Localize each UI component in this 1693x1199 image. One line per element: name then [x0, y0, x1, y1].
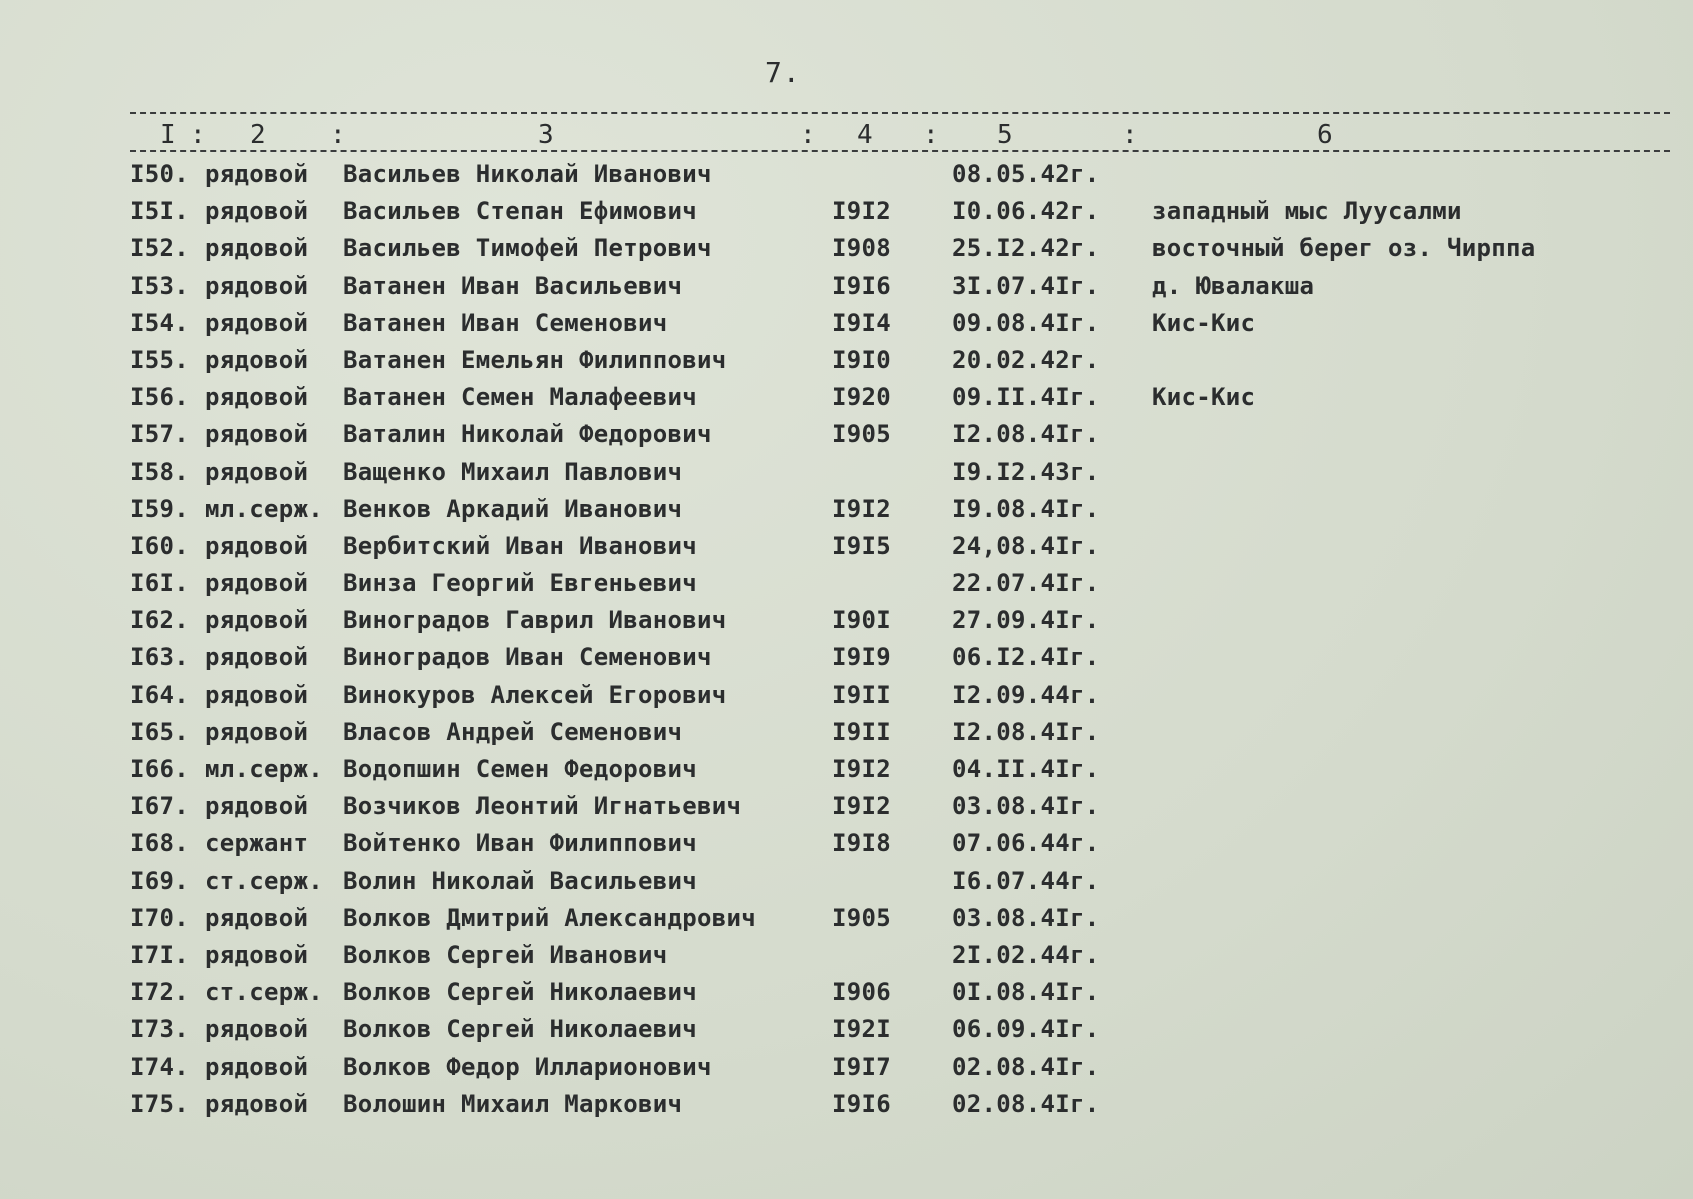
row-rank: рядовой	[205, 569, 309, 598]
row-date: 07.06.44г.	[952, 829, 1100, 858]
row-number: I75.	[130, 1089, 189, 1118]
table-header	[0, 120, 1693, 150]
row-place: Кис-Кис	[1152, 308, 1256, 337]
row-birth-year: I9I9	[832, 643, 891, 672]
row-birth-year: I9I2	[832, 197, 891, 226]
row-rank: рядовой	[205, 383, 309, 412]
row-date: 09.08.4Iг.	[952, 308, 1100, 337]
row-number: I74.	[130, 1052, 189, 1081]
row-number: I50.	[130, 160, 189, 188]
row-date: I2.08.4Iг.	[952, 420, 1100, 449]
row-name: Виноградов Иван Семенович	[343, 643, 712, 672]
table-row	[0, 751, 1693, 788]
row-rank: мл.серж.	[205, 755, 323, 783]
header-separator: :	[1122, 120, 1138, 150]
table-row	[0, 379, 1693, 416]
row-name: Ватанен Семен Малафеевич	[343, 383, 697, 412]
row-number: I60.	[130, 531, 189, 560]
row-number: I72.	[130, 978, 189, 1007]
table-row	[0, 788, 1693, 825]
row-place: Кис-Кис	[1152, 383, 1256, 412]
table-row	[0, 268, 1693, 305]
row-rank: рядовой	[205, 197, 309, 226]
table-row	[0, 602, 1693, 639]
row-rank: рядовой	[205, 420, 309, 449]
row-rank: рядовой	[205, 680, 309, 709]
row-birth-year: I905	[832, 903, 891, 932]
row-date: 20.02.42г.	[952, 345, 1100, 374]
row-birth-year: I92I	[832, 1015, 891, 1044]
row-rank: рядовой	[205, 160, 309, 188]
table-row	[0, 454, 1693, 491]
table-row	[0, 565, 1693, 602]
row-date: 09.II.4Iг.	[952, 383, 1100, 412]
row-rank: рядовой	[205, 234, 309, 263]
row-name: Васильев Тимофей Петрович	[343, 234, 712, 263]
row-date: I9.08.4Iг.	[952, 494, 1100, 523]
row-rank: рядовой	[205, 345, 309, 374]
table-row	[0, 863, 1693, 900]
row-number: I54.	[130, 308, 189, 337]
row-birth-year: I9I6	[832, 271, 891, 300]
table-row	[0, 193, 1693, 230]
row-birth-year: I906	[832, 978, 891, 1007]
table-row	[0, 677, 1693, 714]
row-date: 02.08.4Iг.	[952, 1052, 1100, 1081]
header-separator: :	[923, 120, 939, 150]
row-name: Водопшин Семен Федорович	[343, 755, 697, 783]
row-date: I2.09.44г.	[952, 680, 1100, 709]
table-row	[0, 1049, 1693, 1086]
header-col-1: I	[160, 120, 176, 150]
row-number: I59.	[130, 494, 189, 523]
row-number: I55.	[130, 345, 189, 374]
row-name: Ватанен Иван Семенович	[343, 308, 668, 337]
row-number: I73.	[130, 1015, 189, 1044]
row-number: I58.	[130, 457, 189, 486]
row-number: I52.	[130, 234, 189, 263]
header-col-3: 3	[538, 120, 554, 150]
row-name: Васильев Николай Иванович	[343, 160, 712, 188]
row-number: I63.	[130, 643, 189, 672]
row-number: I6I.	[130, 569, 189, 598]
row-number: I62.	[130, 606, 189, 635]
row-date: 3I.07.4Iг.	[952, 271, 1100, 300]
row-rank: ст.серж.	[205, 866, 323, 895]
row-rank: рядовой	[205, 717, 309, 746]
row-number: I66.	[130, 755, 189, 783]
row-rank: сержант	[205, 829, 309, 858]
table-row	[0, 305, 1693, 342]
row-number: I53.	[130, 271, 189, 300]
row-birth-year: I9I7	[832, 1052, 891, 1081]
row-birth-year: I9I2	[832, 755, 891, 783]
row-birth-year: I9I4	[832, 308, 891, 337]
row-name: Ващенко Михаил Павлович	[343, 457, 683, 486]
row-date: 04.II.4Iг.	[952, 755, 1100, 783]
row-birth-year: I9I8	[832, 829, 891, 858]
row-date: 03.08.4Iг.	[952, 903, 1100, 932]
table-row	[0, 491, 1693, 528]
row-name: Волков Сергей Николаевич	[343, 1015, 697, 1044]
row-date: 02.08.4Iг.	[952, 1089, 1100, 1118]
row-name: Волин Николай Васильевич	[343, 866, 697, 895]
row-name: Волков Дмитрий Александрович	[343, 903, 756, 932]
row-number: I57.	[130, 420, 189, 449]
row-number: I69.	[130, 866, 189, 895]
row-place: западный мыс Луусалми	[1152, 197, 1462, 226]
row-rank: рядовой	[205, 903, 309, 932]
row-name: Волков Сергей Иванович	[343, 940, 668, 969]
row-date: 2I.02.44г.	[952, 940, 1100, 969]
row-name: Винза Георгий Евгеньевич	[343, 569, 697, 598]
header-col-6: 6	[1317, 120, 1333, 150]
row-name: Винокуров Алексей Егорович	[343, 680, 727, 709]
row-date: I6.07.44г.	[952, 866, 1100, 895]
casualty-list	[0, 156, 1693, 1123]
row-number: I65.	[130, 717, 189, 746]
row-rank: рядовой	[205, 792, 309, 821]
row-number: I67.	[130, 792, 189, 821]
row-rank: рядовой	[205, 1089, 309, 1118]
row-birth-year: I9I5	[832, 531, 891, 560]
row-place: восточный берег оз. Чирппа	[1152, 234, 1536, 263]
row-birth-year: I9II	[832, 717, 891, 746]
row-rank: рядовой	[205, 271, 309, 300]
row-number: I68.	[130, 829, 189, 858]
table-row	[0, 639, 1693, 676]
table-row	[0, 937, 1693, 974]
row-number: I70.	[130, 903, 189, 932]
header-separator: :	[330, 120, 346, 150]
row-birth-year: I9I6	[832, 1089, 891, 1118]
table-row	[0, 528, 1693, 565]
row-number: I64.	[130, 680, 189, 709]
row-birth-year: I920	[832, 383, 891, 412]
row-birth-year: I905	[832, 420, 891, 449]
row-date: 22.07.4Iг.	[952, 569, 1100, 598]
row-name: Ватанен Емельян Филиппович	[343, 345, 727, 374]
row-birth-year: I9I0	[832, 345, 891, 374]
header-top-rule	[130, 112, 1670, 114]
row-date: 06.I2.4Iг.	[952, 643, 1100, 672]
table-row	[0, 1011, 1693, 1048]
table-row	[0, 974, 1693, 1011]
page-number: 7.	[765, 56, 801, 89]
row-rank: рядовой	[205, 606, 309, 635]
row-date: 08.05.42г.	[952, 160, 1100, 188]
table-row	[0, 900, 1693, 937]
row-name: Власов Андрей Семенович	[343, 717, 683, 746]
row-name: Волошин Михаил Маркович	[343, 1089, 683, 1118]
row-date: 0I.08.4Iг.	[952, 978, 1100, 1007]
row-number: I56.	[130, 383, 189, 412]
table-row	[0, 342, 1693, 379]
row-name: Венков Аркадий Иванович	[343, 494, 683, 523]
row-name: Васильев Степан Ефимович	[343, 197, 697, 226]
row-name: Волков Федор Илларионович	[343, 1052, 712, 1081]
table-row	[0, 416, 1693, 453]
row-rank: рядовой	[205, 940, 309, 969]
row-name: Ваталин Николай Федорович	[343, 420, 712, 449]
row-rank: рядовой	[205, 1015, 309, 1044]
row-place: д. Ювалакша	[1152, 271, 1315, 300]
row-name: Виноградов Гаврил Иванович	[343, 606, 727, 635]
header-col-2: 2	[250, 120, 266, 150]
table-row	[0, 825, 1693, 862]
row-birth-year: I9I2	[832, 494, 891, 523]
row-number: I7I.	[130, 940, 189, 969]
row-birth-year: I9I2	[832, 792, 891, 821]
header-col-5: 5	[997, 120, 1013, 150]
header-separator: :	[800, 120, 816, 150]
table-row	[0, 230, 1693, 267]
row-rank: рядовой	[205, 308, 309, 337]
row-name: Ватанен Иван Васильевич	[343, 271, 683, 300]
row-birth-year: I908	[832, 234, 891, 263]
table-row	[0, 1086, 1693, 1123]
row-rank: ст.серж.	[205, 978, 323, 1007]
row-name: Войтенко Иван Филиппович	[343, 829, 697, 858]
row-date: I9.I2.43г.	[952, 457, 1100, 486]
header-bottom-rule	[130, 150, 1670, 152]
row-date: 03.08.4Iг.	[952, 792, 1100, 821]
row-date: 25.I2.42г.	[952, 234, 1100, 263]
row-date: 24,08.4Iг.	[952, 531, 1100, 560]
row-name: Волков Сергей Николаевич	[343, 978, 697, 1007]
row-rank: рядовой	[205, 643, 309, 672]
row-date: I2.08.4Iг.	[952, 717, 1100, 746]
row-rank: рядовой	[205, 1052, 309, 1081]
row-name: Вербитский Иван Иванович	[343, 531, 697, 560]
header-separator: :	[190, 120, 206, 150]
row-birth-year: I9II	[832, 680, 891, 709]
row-rank: рядовой	[205, 531, 309, 560]
table-row	[0, 156, 1693, 193]
row-date: 06.09.4Iг.	[952, 1015, 1100, 1044]
row-rank: рядовой	[205, 457, 309, 486]
header-col-4: 4	[857, 120, 873, 150]
row-date: 27.09.4Iг.	[952, 606, 1100, 635]
row-birth-year: I90I	[832, 606, 891, 635]
table-row	[0, 714, 1693, 751]
row-rank: мл.серж.	[205, 494, 323, 523]
row-name: Возчиков Леонтий Игнатьевич	[343, 792, 742, 821]
row-date: I0.06.42г.	[952, 197, 1100, 226]
row-number: I5I.	[130, 197, 189, 226]
